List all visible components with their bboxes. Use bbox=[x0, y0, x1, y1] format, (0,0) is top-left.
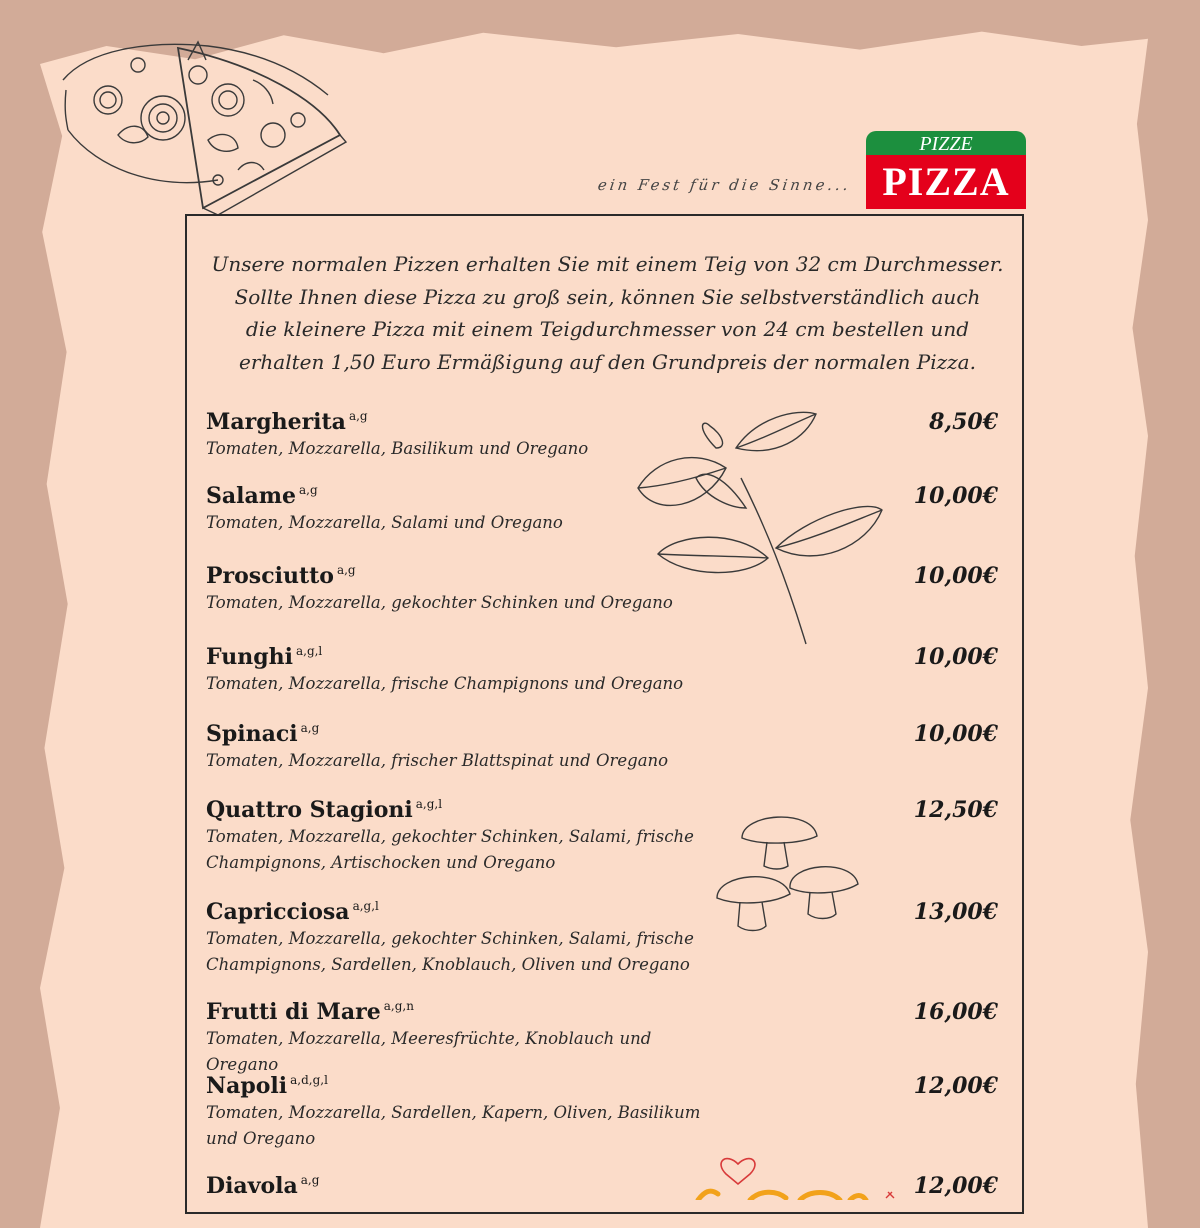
item-name: Napoli bbox=[206, 1073, 288, 1099]
menu-item bbox=[206, 998, 1006, 1078]
item-allergens: a,g,n bbox=[383, 999, 414, 1013]
item-price: 10,00€ bbox=[913, 721, 998, 747]
menu-item bbox=[206, 562, 1006, 616]
item-description: Tomaten, Mozzarella, Meeresfrüchte, Knoblauch und Oregano bbox=[206, 1029, 652, 1074]
item-price: 16,00€ bbox=[913, 999, 998, 1025]
pizza-sketch-icon bbox=[58, 40, 348, 215]
item-allergens: a,d,g,l bbox=[290, 1073, 328, 1087]
item-allergens: a,g,l bbox=[415, 797, 443, 811]
item-allergens: a,g,l bbox=[352, 899, 379, 913]
item-description: Tomaten, Mozzarella, Salami und Oregano bbox=[206, 513, 563, 532]
item-name: Salame bbox=[206, 483, 297, 509]
item-description: Tomaten, Mozzarella, gekochter Schinken, Salami, frische Champignons, Artischocken und Oregano bbox=[206, 827, 694, 872]
item-name: Capricciosa bbox=[206, 899, 350, 925]
item-price: 12,00€ bbox=[913, 1073, 998, 1099]
menu-item bbox=[206, 720, 1006, 774]
item-allergens: a,g bbox=[300, 1173, 320, 1187]
item-description: Tomaten, Mozzarella, frische Champignons und Oregano bbox=[206, 674, 684, 693]
item-price: 8,50€ bbox=[929, 409, 998, 435]
item-name: Funghi bbox=[206, 644, 293, 670]
item-name: Frutti di Mare bbox=[206, 999, 381, 1025]
intro-text bbox=[200, 248, 1015, 378]
intro-line: Unsere normalen Pizzen erhalten Sie mit einem Teig von 32 cm Durchmesser. bbox=[211, 252, 1004, 276]
item-price: 12,50€ bbox=[913, 797, 998, 823]
item-name: Prosciutto bbox=[206, 563, 334, 589]
menu-item bbox=[206, 796, 1006, 876]
item-description: Tomaten, Mozzarella, gekochter Schinken und Oregano bbox=[206, 593, 673, 612]
item-allergens: a,g bbox=[336, 563, 356, 577]
item-allergens: a,g bbox=[348, 409, 368, 423]
item-allergens: a,g,l bbox=[295, 644, 323, 658]
item-allergens: a,g bbox=[299, 483, 318, 497]
intro-line: Sollte Ihnen diese Pizza zu groß sein, können Sie selbstverständlich auch bbox=[234, 284, 981, 309]
intro-line: erhalten 1,50 Euro Ermäßigung auf den Grundpreis der normalen Pizza. bbox=[239, 349, 976, 374]
item-allergens: a,g bbox=[300, 721, 320, 735]
item-description: Tomaten, Mozzarella, Basilikum und Oregano bbox=[206, 439, 589, 458]
menu-item bbox=[206, 643, 1006, 697]
item-description: Tomaten, Mozzarella, frischer Blattspinat und Oregano bbox=[206, 751, 669, 770]
intro-line: die kleinere Pizza mit einem Teigdurchmesser von 24 cm bestellen und bbox=[245, 317, 970, 341]
item-price: 13,00€ bbox=[913, 899, 998, 925]
logo-bottom-text: PIZZA bbox=[866, 155, 1026, 209]
item-name: Quattro Stagioni bbox=[206, 797, 413, 823]
menu-item bbox=[206, 408, 1006, 462]
item-price: 10,00€ bbox=[913, 563, 998, 589]
pizza-logo bbox=[866, 131, 1026, 209]
menu-item bbox=[206, 898, 1006, 978]
item-description: Tomaten, Mozzarella, Sardellen, Kapern, Oliven, Basilikum und Oregano bbox=[206, 1103, 701, 1148]
item-name: Spinaci bbox=[206, 721, 298, 747]
tagline: ein Fest für die Sinne... bbox=[596, 176, 853, 194]
item-price: 12,00€ bbox=[913, 1173, 998, 1199]
item-price: 10,00€ bbox=[913, 644, 998, 670]
item-name: Diavola bbox=[206, 1173, 298, 1199]
item-name: Margherita bbox=[206, 409, 346, 435]
menu-item bbox=[206, 482, 1006, 536]
heart-icon bbox=[690, 1138, 910, 1200]
item-price: 10,00€ bbox=[913, 483, 998, 509]
item-description: Tomaten, Mozzarella, gekochter Schinken, Salami, frische Champignons, Sardellen, Knoblauch, Oliven und Oregano bbox=[206, 929, 694, 974]
logo-top-text: PIZZE bbox=[866, 131, 1026, 155]
